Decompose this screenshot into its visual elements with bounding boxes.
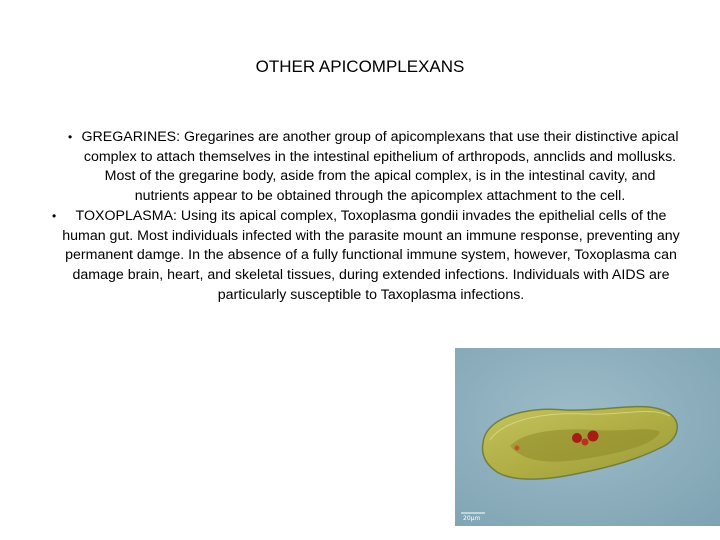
- bullet-toxoplasma: [52, 207, 680, 306]
- micrograph-illustration: [455, 348, 720, 526]
- red-granule: [588, 431, 599, 442]
- bullet-text-gregarines: GREGARINES: Gregarines are another group of apicomplexans that use their distinctive apical complex to attach themselves in the intestinal epithelium of arthropods, annclids and mollusks. Most of the gregarine body, aside from the apical complex, is in the intestinal cavity, and nutrients appear to be obtained through the apicomplex attachment to the cell.: [81, 129, 679, 205]
- gregarine-micrograph: [455, 348, 720, 526]
- bullet-dot: •: [52, 208, 57, 223]
- red-granule: [572, 433, 582, 443]
- red-granule: [582, 439, 589, 446]
- scale-bar-label: 20µm: [463, 515, 481, 522]
- bullet-list: [52, 128, 680, 305]
- bullet-dot: •: [68, 130, 73, 144]
- bullet-text-toxoplasma: TOXOPLASMA: Using its apical complex, Toxoplasma gondii invades the epithelial cells of the human gut. Most individuals infected with the parasite mount an immune response, preventing any permanent damge. In the absence of a fully functional immune system, however, Toxoplasma can damage brain, heart, and skeletal tissues, during extended infections. Individuals with AIDS are particularly susceptible to Taxoplasma infections.: [62, 207, 680, 303]
- bullet-gregarines: [52, 128, 680, 207]
- red-granule: [515, 446, 520, 451]
- slide-title: OTHER APICOMPLEXANS: [255, 57, 465, 76]
